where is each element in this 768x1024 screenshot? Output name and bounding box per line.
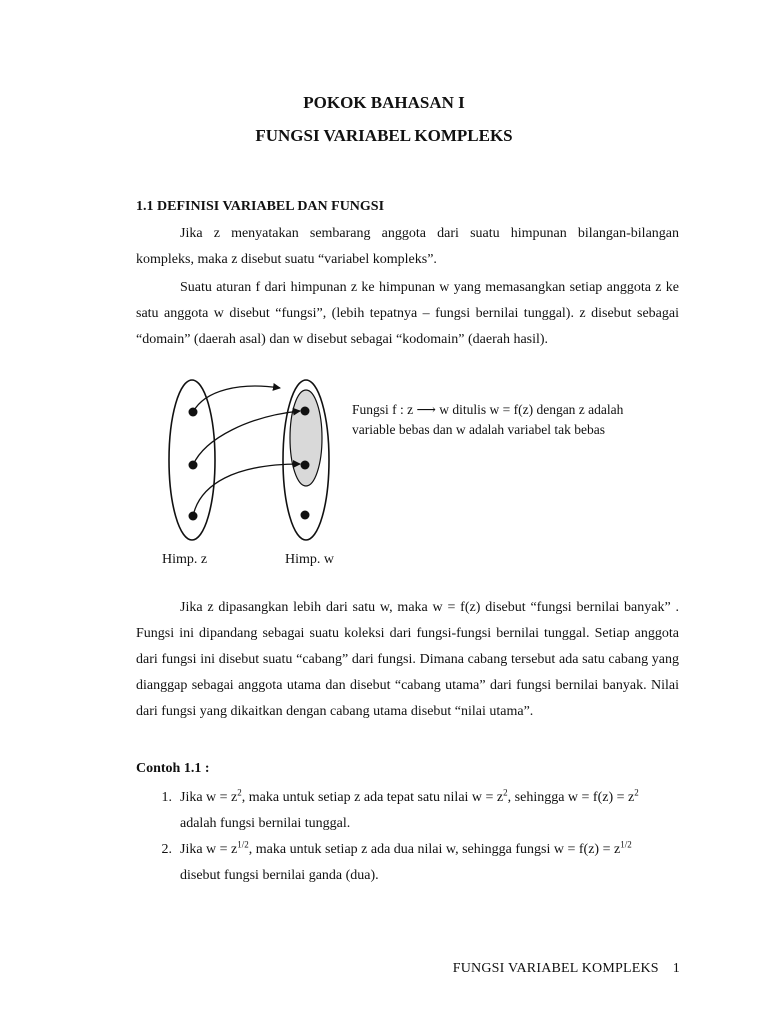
w-point-2 [301, 461, 310, 470]
list-item-line2: disebut fungsi bernilai ganda (dua). [180, 868, 379, 883]
mapping-diagram [150, 372, 340, 552]
chapter-subtitle: FUNGSI VARIABEL KOMPLEKS [255, 126, 513, 145]
example-text: , maka untuk setiap z ada dua nilai w, sehingga fungsi w = f(z) = z [248, 842, 621, 857]
paragraph-function-definition: Suatu aturan f dari himpunan z ke himpunan w yang memasangkan setiap anggota z ke satu anggota w disebut “fungsi”, (lebih tepatnya – fungsi bernilai tunggal). z disebut sebagai “domain” (daerah asal) dan w disebut sebagai “kodomain” (daerah hasil). [136, 280, 679, 347]
exponent: 2 [634, 787, 639, 798]
example-text: , sehingga w = f(z) = z [507, 790, 635, 805]
exponent: 1/2 [237, 839, 249, 850]
set-z-label: Himp. z [162, 552, 208, 567]
example-heading: Contoh 1.1 : [136, 761, 210, 776]
w-point-1 [301, 407, 310, 416]
example-text: Jika w = z [180, 790, 238, 805]
paragraph-multivalued-function: Jika z dipasangkan lebih dari satu w, maka w = f(z) disebut “fungsi bernilai banyak” . Fungsi ini dipandang sebagai suatu koleksi dari fungsi-fungsi bernilai tunggal. Setiap anggota dari fungsi ini disebut suatu “cabang” dari fungsi. Dimana cabang tersebut ada satu cabang yang dianggap sebagai anggota utama dan disebut “cabang utama” dari fungsi bernilai banyak. Nilai dari fungsi yang dikaitkan dengan cabang utama disebut “nilai utama”. [136, 600, 679, 719]
list-item-number: 2. [161, 842, 172, 857]
page-footer [453, 961, 680, 977]
page-number: 1 [672, 961, 680, 976]
set-w-label: Himp. w [285, 552, 334, 567]
example-text: , maka untuk setiap z ada tepat satu nilai w = z [241, 790, 504, 805]
list-item-number: 1. [161, 790, 172, 805]
example-text: Jika w = z [180, 842, 238, 857]
list-item-line2: adalah fungsi bernilai tunggal. [180, 816, 351, 831]
footer-title: FUNGSI VARIABEL KOMPLEKS [452, 961, 659, 976]
list-item [136, 837, 679, 889]
exponent: 2 [503, 787, 508, 798]
section-heading: 1.1 DEFINISI VARIABEL DAN FUNGSI [136, 199, 385, 214]
w-point-3 [301, 511, 310, 520]
range-shaded-region [290, 390, 322, 486]
mapping-arrow-1 [193, 386, 280, 412]
example-list [136, 785, 679, 889]
list-item [136, 785, 679, 837]
exponent: 1/2 [620, 839, 632, 850]
exponent: 2 [237, 787, 242, 798]
paragraph-variable-definition: Jika z menyatakan sembarang anggota dari suatu himpunan bilangan-bilangan kompleks, maka z disebut suatu “variabel kompleks”. [136, 226, 679, 267]
list-item-line [180, 785, 679, 811]
chapter-title: POKOK BAHASAN I [303, 93, 465, 112]
figure-caption: Fungsi f : z ⟶ w ditulis w = f(z) dengan z adalah variable bebas dan w adalah variabel tak bebas [352, 402, 624, 437]
list-item-line [180, 837, 679, 863]
